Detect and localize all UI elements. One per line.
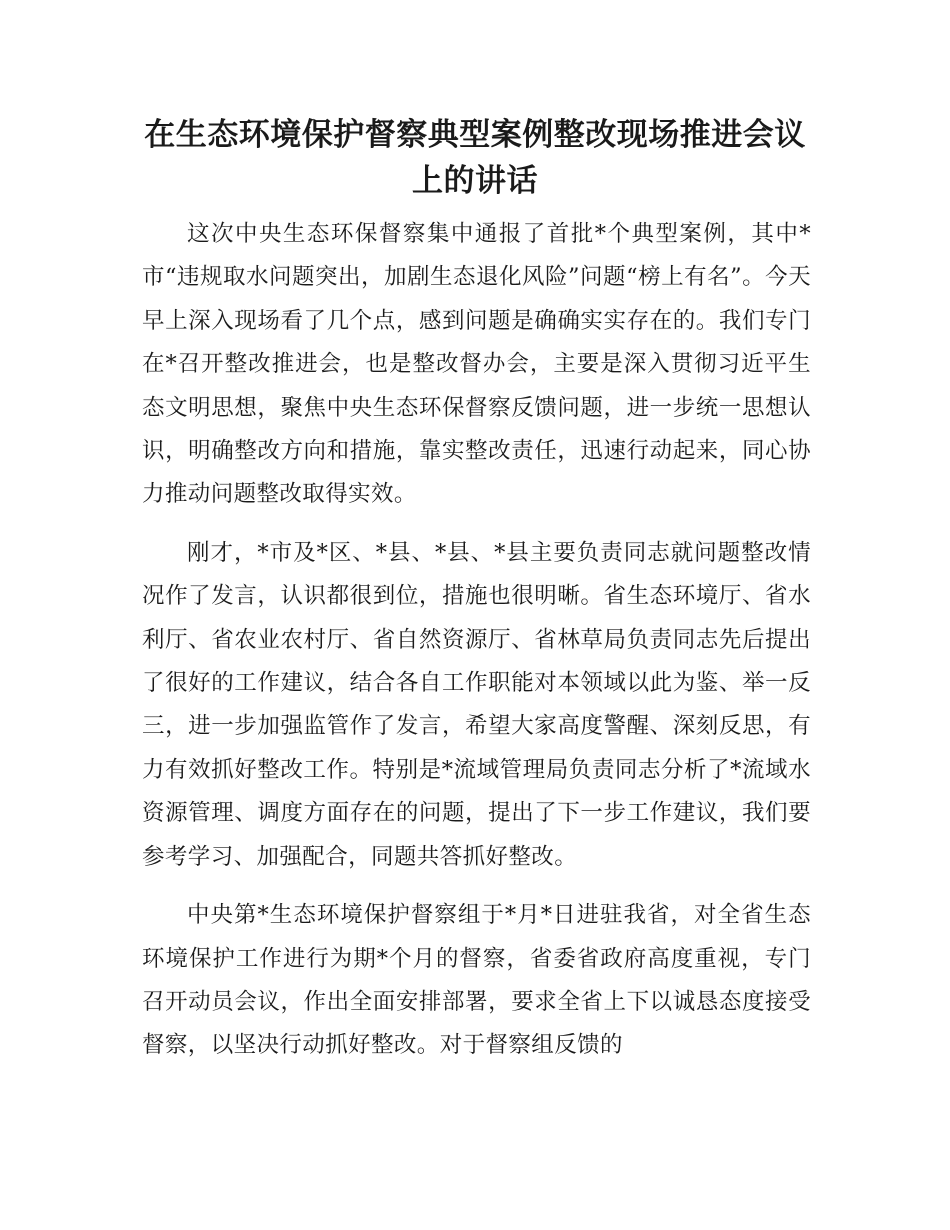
paragraph-3: 中央第*生态环境保护督察组于*月*日进驻我省，对全省生态环境保护工作进行为期*个月的督察，省委省政府高度重视，专门召开动员会议，作出全面安排部署，要求全省上下以诚恳态度接受督察，以坚决行动抓好整改。对于督察组反馈的: [142, 902, 811, 1059]
paragraph-2: 刚才，*市及*区、*县、*县、*县主要负责同志就问题整改情况作了发言，认识都很到位，措施也很明晰。省生态环境厅、省水利厅、省农业农村厅、省自然资源厅、省林草局负责同志先后提出了很好的工作建议，结合各自工作职能对本领域以此为鉴、举一反三，进一步加强监管作了发言，希望大家高度警醒、深刻反思，有力有效抓好整改工作。特别是*流域管理局负责同志分析了*流域水资源管理、调度方面存在的问题，提出了下一步工作建议，我们要参考学习、加强配合，同题共答抓好整改。: [142, 539, 811, 870]
document-title: 在生态环境保护督察典型案例整改现场推进会议上的讲话: [144, 117, 806, 199]
paragraph-1: 这次中央生态环保督察集中通报了首批*个典型案例，其中*市“违规取水问题突出，加剧生态退化风险”问题“榜上有名”。今天早上深入现场看了几个点，感到问题是确确实实存在的。我们专门在*召开整改推进会，也是整改督办会，主要是深入贯彻习近平生态文明思想，聚焦中央生态环保督察反馈问题，进一步统一思想认识，明确整改方向和措施，靠实整改责任，迅速行动起来，同心协力推动问题整改取得实效。: [142, 221, 811, 508]
document-body: [142, 213, 811, 1083]
